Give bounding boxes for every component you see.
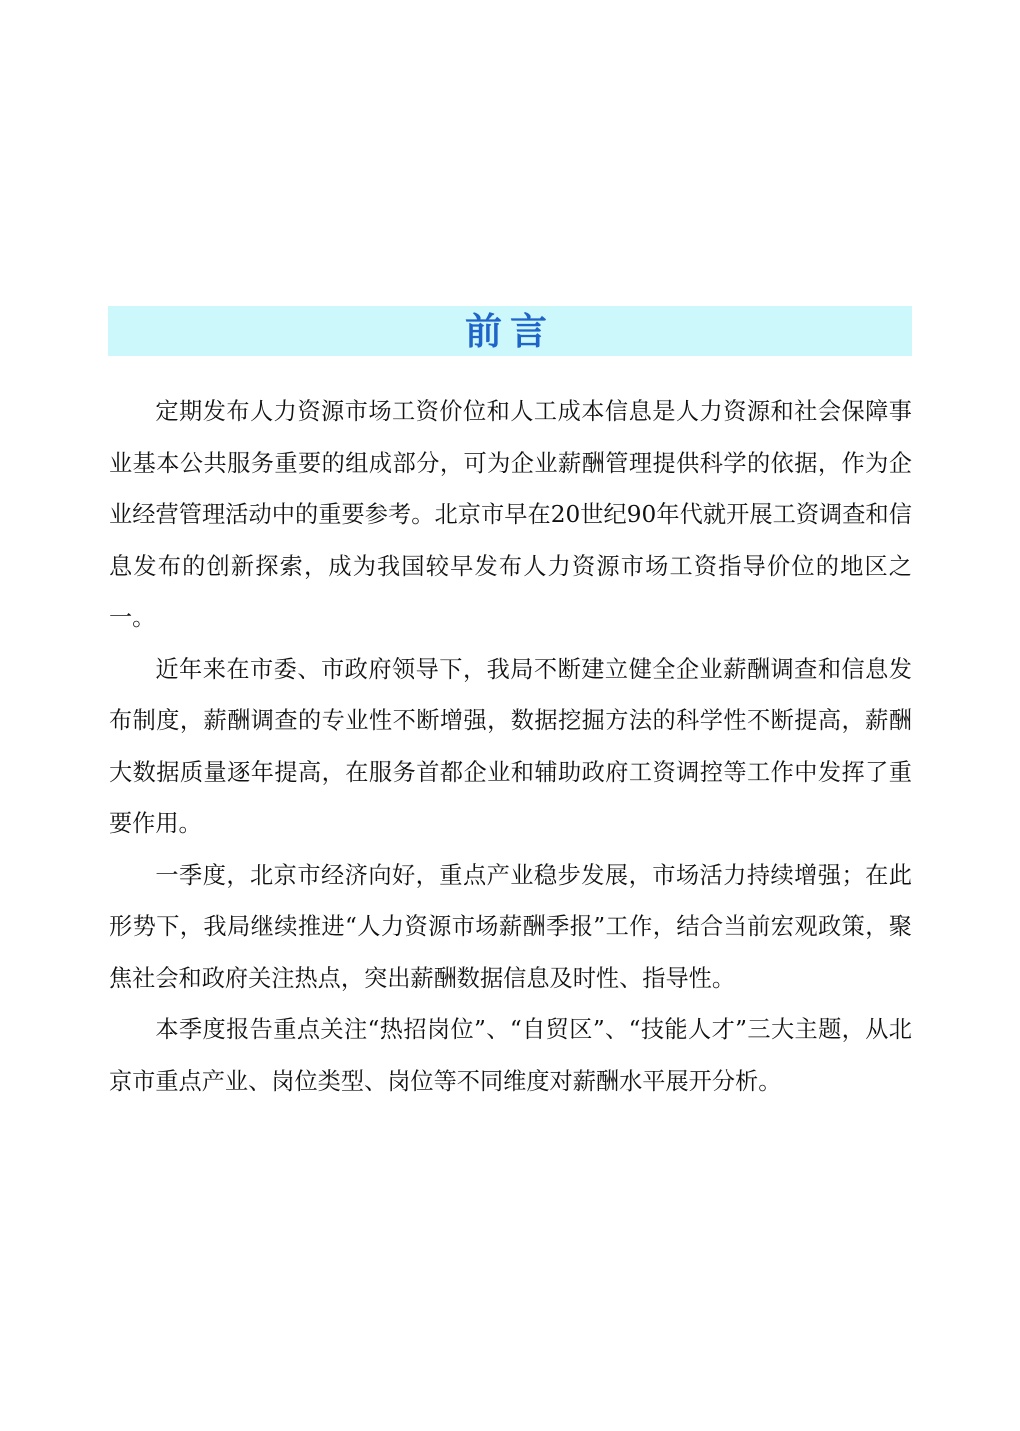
paragraph-3: 一季度，北京市经济向好，重点产业稳步发展，市场活力持续增强；在此形势下，我局继续推进“人力资源市场薪酬季报”工作，结合当前宏观政策，聚焦社会和政府关注热点，突出薪酬数据信息及时性、指导性。 xyxy=(109,861,912,992)
paragraph-1: 定期发布人力资源市场工资价位和人工成本信息是人力资源和社会保障事业基本公共服务重要的组成部分，可为企业薪酬管理提供科学的依据，作为企业经营管理活动中的重要参考。北京市早在20世纪90年代就开展工资调查和信息发布的创新探索，成为我国较早发布人力资源市场工资指导价位的地区之一。 xyxy=(109,398,912,631)
paragraph-4: 本季度报告重点关注“热招岗位”、“自贸区”、“技能人才”三大主题，从北京市重点产业、岗位类型、岗位等不同维度对薪酬水平展开分析。 xyxy=(109,1016,912,1095)
page-title: 前言 xyxy=(465,309,555,353)
paragraph-2: 近年来在市委、市政府领导下，我局不断建立健全企业薪酬调查和信息发布制度，薪酬调查的专业性不断增强，数据挖掘方法的科学性不断提高，薪酬大数据质量逐年提高，在服务首都企业和辅助政府工资调控等工作中发挥了重要作用。 xyxy=(109,655,912,837)
body-text xyxy=(109,386,912,1107)
title-banner xyxy=(108,306,912,356)
